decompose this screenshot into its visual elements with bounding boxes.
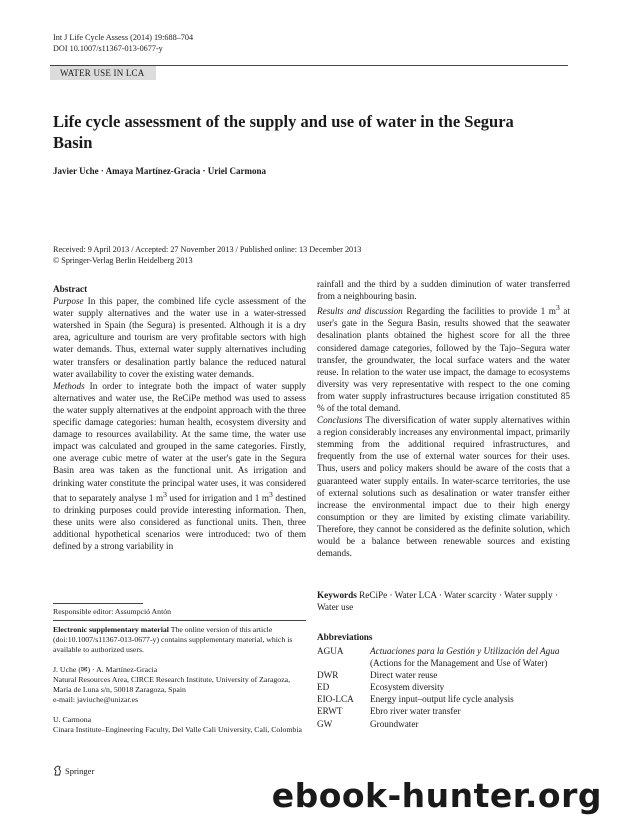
abbreviation-value: Groundwater — [370, 718, 419, 729]
abbreviation-row — [317, 669, 570, 681]
abbreviation-value: Energy input–output life cycle analysis — [370, 694, 514, 705]
abbreviation-rest: (Actions for the Management and Use of Water) — [370, 658, 548, 669]
abbreviations-table — [317, 645, 570, 730]
affiliation-1-email[interactable]: e-mail: javiuche@unizar.es — [53, 695, 139, 704]
abbreviation-value: Direct water reuse — [370, 670, 438, 681]
abbreviation-key: ED — [317, 682, 330, 693]
authors: Javier Uche · Amaya Martínez-Gracia · Uriel Carmona — [53, 166, 267, 176]
purpose-label: Purpose — [53, 296, 84, 307]
abbreviation-key: EIO-LCA — [317, 694, 354, 705]
watermark: ebook-hunter.org — [271, 776, 602, 815]
affiliation-1 — [53, 665, 306, 705]
electronic-supplementary — [53, 625, 306, 655]
abbreviation-row — [317, 705, 570, 717]
methods-text-2: used for irrigation and 1 m — [167, 492, 270, 503]
abbreviation-row — [317, 718, 570, 730]
keywords-label: Keywords — [317, 590, 357, 600]
springer-horse-icon — [53, 765, 62, 776]
abstract-results — [317, 302, 570, 414]
abstract-conclusions — [317, 414, 570, 559]
publisher-name: Springer — [65, 765, 95, 776]
methods-text-3: destined to drinking purposes could provide interesting information. Then, these units were also considered as functional units. Then, three additional hypothetical scenarios were introduced: two of them defined by a strong variability in — [53, 492, 307, 552]
abbreviation-italic: Actuaciones para la Gestión y Utilización del Agua — [370, 646, 560, 656]
abbreviation-key: GW — [317, 718, 333, 729]
received-line: Received: 9 April 2013 / Accepted: 27 November 2013 / Published online: 13 December 2013 — [53, 245, 362, 254]
affiliation-1-names: J. Uche (✉) · A. Martínez-Gracia — [53, 665, 158, 674]
abbreviation-row — [317, 645, 570, 669]
footnote-divider — [53, 620, 306, 621]
topic-bar — [50, 65, 568, 79]
abbreviation-key: DWR — [317, 670, 339, 681]
abstract-purpose — [53, 295, 306, 380]
abbreviation-key: ERWT — [317, 706, 343, 717]
conclusions-text: The diversification of water supply alternatives within a region considerably increases any environmental impact, primarily stemming from the additional required infrastructures, and frequently from the use of external water sources for their uses. Thus, users and policy makers should be aware of the costs that a guaranteed water supply entails. In water-scarce territories, the use of external solutions such as desalination or water transfer either increase the environmental impact due to their high energy consumption or they are limited by existing climate variability. Therefore, they cannot be considered as the definite solution, which would be a balance between renewable sources and existing demands. — [317, 415, 570, 559]
abstract-heading: Abstract — [53, 284, 88, 294]
affiliation-2-names: U. Carmona — [53, 715, 92, 724]
purpose-text: In this paper, the combined life cycle assessment of the water supply alternatives and the water use in a water-stressed watershed in Spain (the Segura) is presented. Although it is a dry area, agriculture and tourism are very profitable sectors with high water demands. Thus, external water supply alternatives including water transfers or desalination partly balance the reduced natural water availability to cover the existing water demands. — [53, 296, 306, 379]
methods-label: Methods — [53, 380, 85, 391]
doi: DOI 10.1007/s11367-013-0677-y — [53, 44, 163, 53]
copyright-line: © Springer-Verlag Berlin Heidelberg 2013 — [53, 255, 193, 265]
journal-citation: Int J Life Cycle Assess (2014) 19:688–704 — [53, 33, 194, 42]
keywords-text: ReCiPe · Water LCA · Water scarcity · Water supply · Water use — [317, 590, 558, 613]
abbreviation-value: Ebro river water transfer — [370, 706, 461, 717]
footnote-rule — [53, 603, 143, 604]
publisher-logo — [53, 765, 94, 776]
abbreviations-heading: Abbreviations — [317, 632, 373, 642]
responsible-editor: Responsible editor: Assumpció Antón — [53, 607, 172, 616]
esm-label: Electronic supplementary material — [53, 625, 169, 634]
conclusions-label: Conclusions — [317, 415, 363, 426]
results-label: Results and discussion — [317, 306, 403, 317]
abbreviation-value: Ecosystem diversity — [370, 682, 445, 693]
results-text-1: Regarding the facilities to provide 1 m — [402, 306, 556, 317]
topic-label: WATER USE IN LCA — [50, 66, 156, 80]
abstract-continuation: rainfall and the third by a sudden diminution of water transferred from a neighbouring basin. — [317, 279, 570, 302]
abstract-left-column — [53, 283, 306, 552]
abbreviation-value — [370, 645, 570, 669]
abstract-methods — [53, 380, 306, 552]
abbreviation-row — [317, 693, 570, 705]
abstract-right-column — [317, 278, 570, 559]
article-title: Life cycle assessment of the supply and use of water in the Segura Basin — [53, 112, 514, 152]
esm-text: The online version of this article (doi:10.1007/s11367-013-0677-y) contains supplementary material, which is available to authorized users. — [53, 625, 293, 654]
affiliation-2 — [53, 715, 306, 735]
affiliation-2-address: Cinara Institute–Engineering Faculty, Del Valle Cali University, Cali, Colombia — [53, 725, 302, 734]
results-sup: 3 — [555, 303, 560, 313]
methods-text-1: In order to integrate both the impact of water supply alternatives and water use, the ReCiPe method was used to assess the water supply alternatives at the endpoint approach with the three specific damage categories: human health, ecosystem diversity and damage to resources availability. At the same time, the water use impact was calculated and grouped in the same categories. Firstly, one average cubic metre of water at the user's gate in the Segura Basin area was taken as the functional unit. As irrigation and drinking water constitute the principal water uses, it was considered that to separately analyse 1 m — [53, 380, 306, 503]
methods-sup-1: 3 — [163, 489, 167, 499]
methods-sup-2: 3 — [269, 489, 273, 499]
affiliation-1-address: Natural Resources Area, CIRCE Research Institute, University of Zaragoza, María de Luna s/n, 50018 Zaragoza, Spain — [53, 675, 291, 694]
results-text-2: at user's gate in the Segura Basin, results showed that the seawater desalination plants obtained the highest score for all the three considered damage categories, followed by the Tajo–Segura water transfer, the groundwater, the local surface waters and the water reuse. In relation to the water use impact, the damage to ecosystems diversity was very representative with respect to the one coming from water supply infrastructures because irrigation constituted 85 % of the total demand. — [317, 306, 570, 413]
keywords — [317, 589, 570, 613]
publication-dates — [53, 245, 361, 266]
abbreviation-key: AGUA — [317, 646, 344, 656]
abbreviation-row — [317, 681, 570, 693]
journal-meta — [53, 32, 193, 54]
